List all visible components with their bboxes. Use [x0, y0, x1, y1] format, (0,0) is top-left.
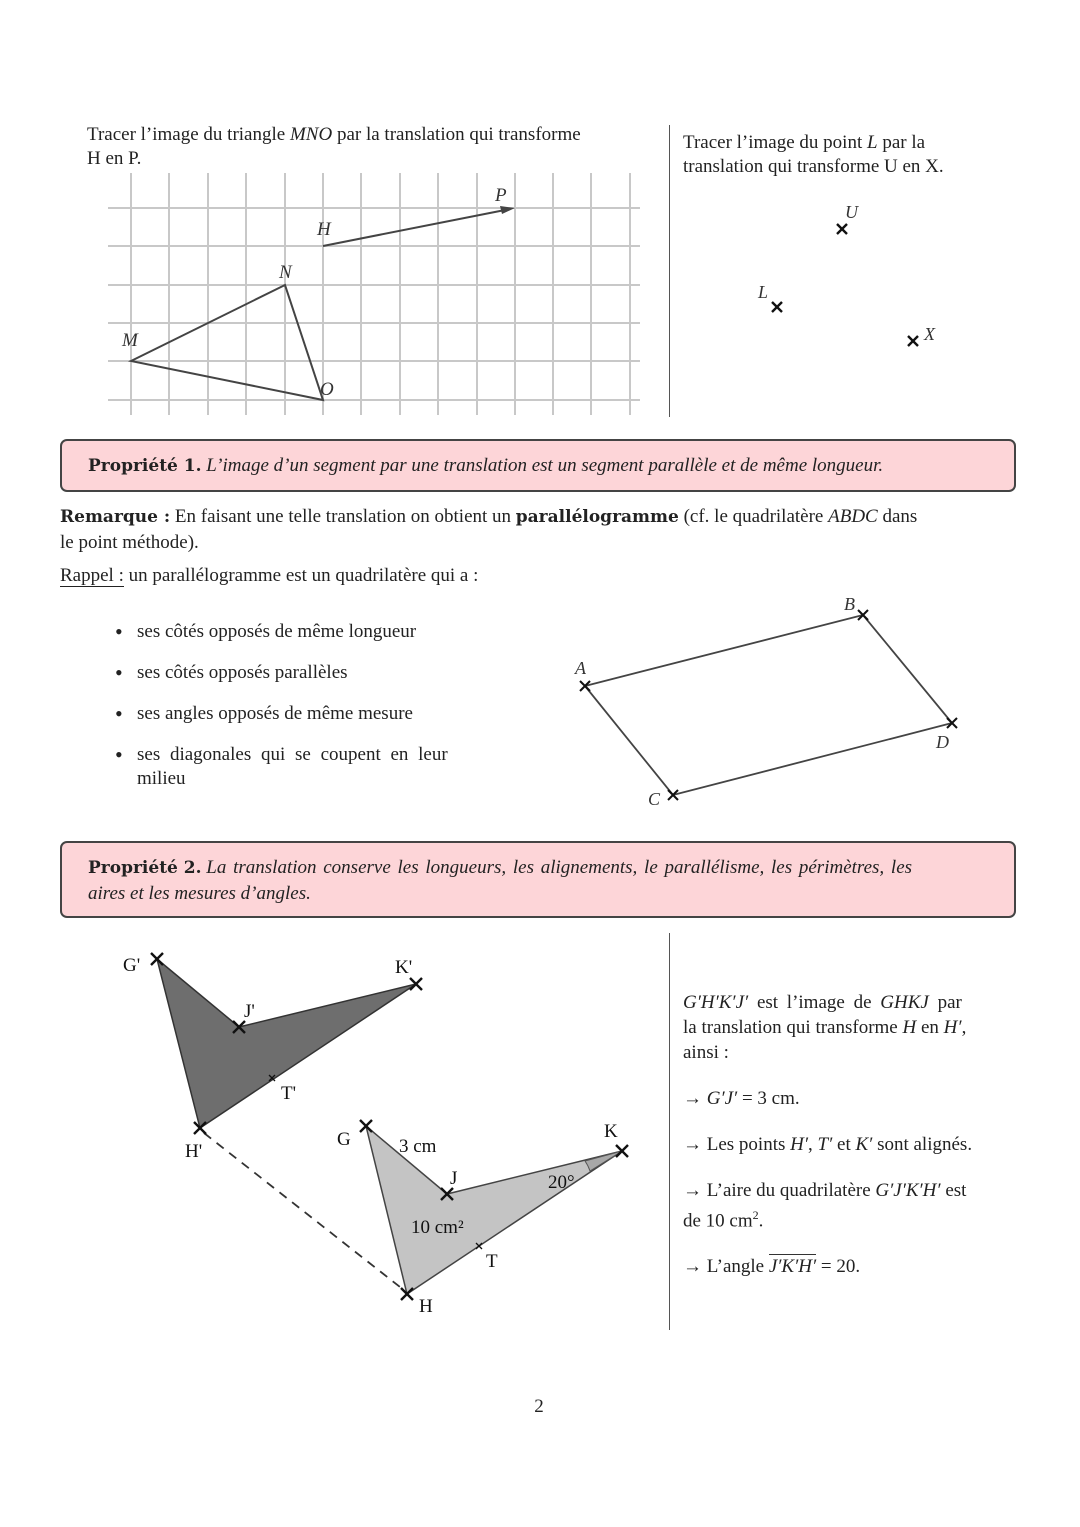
conclusion-text: est — [940, 1180, 967, 1201]
conclusion-text: , — [808, 1134, 818, 1155]
conclusion-text: = 3 cm. — [737, 1088, 800, 1109]
length-label: 3 cm — [399, 1136, 437, 1157]
points-figure-ulx — [740, 195, 960, 355]
label-x: X — [924, 324, 935, 344]
math-gpjpkphp: G′J′K′H′ — [875, 1180, 941, 1201]
reminder-text: un parallélogramme est un quadrilatère qui a : — [123, 565, 479, 586]
list-item: • ses côtés opposés parallèles — [115, 661, 475, 685]
intro-text: en — [916, 1017, 944, 1038]
superscript: 2 — [752, 1208, 759, 1222]
instruction-text: Tracer l’image du triangle — [87, 124, 290, 145]
conclusion-text: . — [758, 1210, 764, 1232]
instruction-text: Tracer l’image du point — [683, 132, 867, 153]
remark-label: Remarque : — [60, 507, 171, 527]
conclusion-text: de 10 cm — [683, 1210, 753, 1232]
label-c: C — [648, 789, 661, 809]
property-label: Propriété 2. — [88, 858, 202, 878]
label-t-prime: T' — [281, 1083, 297, 1104]
cross-mark-icon — [616, 1145, 628, 1157]
label-l: L — [758, 282, 769, 302]
remark-paragraph — [60, 504, 1020, 555]
list-item: • ses côtés opposés de même longueur — [115, 620, 475, 644]
label-g-prime: G' — [123, 955, 141, 976]
label-b: B — [844, 594, 855, 614]
exercise2-instruction — [683, 131, 1013, 179]
list-item: • ses angles opposés de même mesure — [115, 702, 475, 726]
cross-mark-icon — [772, 302, 782, 312]
math-h-prime: H′ — [943, 1017, 962, 1038]
math-h-prime: H′ — [790, 1134, 809, 1155]
list-item-text: ses diagonales qui se coupent en leur — [137, 744, 448, 765]
page-number: 2 — [534, 1396, 544, 1417]
label-t: T — [486, 1251, 498, 1272]
conclusion-item — [683, 1178, 1019, 1233]
label-u: U — [845, 202, 858, 222]
label-k-prime: K' — [395, 957, 413, 978]
arrow-right-icon: → — [683, 1180, 702, 1201]
label-o: O — [320, 379, 334, 400]
cross-mark-icon — [837, 224, 847, 234]
property-2-box — [60, 841, 1016, 918]
exercise1-instruction — [87, 123, 667, 171]
math-ghkj: GHKJ — [880, 992, 929, 1013]
math-angle-jpkphp: J′K′H′ — [768, 1256, 817, 1278]
math-gphpkpjp: G′H′K′J′ — [683, 992, 749, 1013]
conclusion-text: Les points — [702, 1134, 791, 1155]
label-h-prime: H' — [185, 1141, 203, 1162]
label-h: H — [419, 1296, 433, 1317]
conclusions-block — [683, 990, 1019, 1279]
conclusion-item — [683, 1132, 1019, 1157]
label-n: N — [279, 262, 292, 283]
label-a: A — [575, 658, 586, 678]
instruction-text: translation qui transforme U en X. — [683, 156, 944, 177]
math-l: L — [866, 132, 878, 153]
list-item-text: milieu — [137, 768, 186, 789]
translation-vector-dashed — [204, 1133, 400, 1287]
label-k: K — [604, 1121, 618, 1142]
remark-bold-term: parallélogramme — [515, 507, 679, 527]
intro-text: ainsi : — [683, 1042, 729, 1063]
property-text: aires et les mesures d’angles. — [88, 883, 311, 904]
conclusion-text: et — [832, 1134, 856, 1155]
column-divider — [669, 125, 670, 417]
cross-mark-icon — [151, 953, 163, 965]
conclusion-text: L’angle — [702, 1256, 769, 1278]
math-abdc: ABDC — [828, 506, 878, 527]
label-g: G — [337, 1129, 351, 1150]
intro-text: la translation qui transforme — [683, 1017, 903, 1038]
property-1-box — [60, 439, 1016, 492]
reminder-line — [60, 564, 478, 588]
cross-mark-icon — [410, 978, 422, 990]
grid-figure-mno — [100, 165, 650, 420]
translation-figure-ghkj — [100, 935, 660, 1325]
grid-lines — [108, 173, 640, 415]
arrow-right-icon: → — [683, 1134, 702, 1155]
math-h: H — [902, 1017, 917, 1038]
remark-text: le point méthode). — [60, 532, 199, 553]
angle-label: 20° — [548, 1172, 575, 1193]
parallelogram-abdc — [585, 615, 952, 795]
math-k-prime: K′ — [855, 1134, 873, 1155]
remark-text: dans — [877, 506, 918, 527]
instruction-text: par la translation qui transforme — [332, 124, 581, 145]
math-mno: MNO — [289, 124, 333, 145]
instruction-text: H en P. — [87, 148, 142, 169]
label-h: H — [317, 219, 331, 240]
triangle-mno — [131, 285, 323, 400]
conclusion-item — [683, 1254, 1019, 1279]
list-item — [115, 743, 475, 791]
label-p: P — [495, 185, 507, 206]
conclusions-intro — [683, 990, 1019, 1065]
cross-mark-icon — [360, 1120, 372, 1132]
property-text: La translation conserve les longueurs, les alignements, le parallélisme, les périmètres, les — [206, 857, 913, 878]
intro-text: par — [928, 992, 962, 1013]
arrow-right-icon: → — [683, 1088, 702, 1109]
instruction-text: par la — [877, 132, 926, 153]
conclusion-item — [683, 1086, 1019, 1111]
conclusion-text: L’aire du quadrilatère — [702, 1180, 876, 1201]
intro-text: , — [961, 1017, 967, 1038]
angle-marker — [585, 1151, 622, 1171]
math-gpjp: G′J′ — [706, 1088, 738, 1109]
parallelogram-properties-list — [115, 620, 475, 808]
arrow-right-icon: → — [683, 1256, 702, 1278]
property-label: Propriété 1. — [88, 456, 202, 476]
conclusion-text: sont alignés. — [872, 1134, 973, 1155]
column-divider — [669, 933, 670, 1330]
area-label: 10 cm² — [411, 1217, 464, 1238]
cross-mark-icon — [908, 336, 918, 346]
property-text: L’image d’un segment par une translation est un segment parallèle et de même longueur. — [206, 455, 884, 476]
intro-text: est l’image de — [748, 992, 881, 1013]
remark-text: (cf. le quadrilatère — [678, 506, 829, 527]
math-t-prime: T′ — [817, 1134, 833, 1155]
label-d: D — [936, 732, 949, 752]
conclusion-text: = 20. — [816, 1256, 861, 1278]
label-m: M — [122, 330, 138, 351]
remark-text: En faisant une telle translation on obtient un — [170, 506, 516, 527]
label-j-prime: J' — [244, 1001, 255, 1022]
label-j: J — [450, 1168, 458, 1189]
reminder-label: Rappel : — [60, 565, 124, 586]
parallelogram-abdc-figure — [560, 590, 980, 815]
